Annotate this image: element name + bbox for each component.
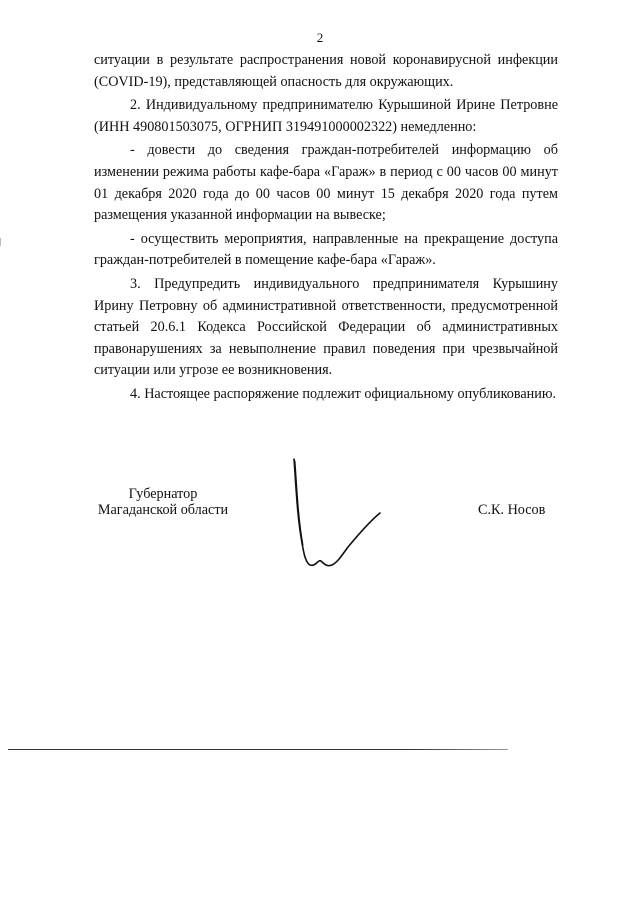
footer-rule <box>8 749 508 750</box>
signatory-position <box>88 486 238 518</box>
paragraph-continuation: ситуации в результате распространения новой коронавирусной инфекции (COVID-19), представляющей опасность для окружающих. <box>94 52 558 90</box>
signatory-position-line1: Губернатор <box>128 486 198 502</box>
paragraph-item-3: 3. Предупредить индивидуального предпринимателя Курышину Ирину Петровну об административной ответственности, предусмотренной статьей 20.6.1 Кодекса Российской Федерации об административных правонарушениях за невыполнение правил поведения при чрезвычайной ситуации или угрозе ее возникновения. <box>94 275 558 379</box>
signatory-name: С.К. Носов <box>478 502 546 518</box>
page-number: 2 <box>316 30 324 45</box>
paragraph-subitem-restrict-access: - осуществить мероприятия, направленные на прекращение доступа граждан-потребителей в помещение кафе-бара «Гараж». <box>94 230 558 269</box>
paragraph-item-2: 2. Индивидуальному предпринимателю Курышиной Ирине Петровне (ИНН 490801503075, ОГРНИП 319491000002322) немедленно: <box>94 97 558 135</box>
signatory-position-line2: Магаданской области <box>97 502 229 518</box>
paragraph-subitem-notify: - довести до сведения граждан-потребителей информацию об изменении режима работы кафе-бара «Гараж» в период с 00 часов 00 минут 01 декабря 2020 года до 00 часов 00 минут 15 декабря 2020 года путем размещения указанной информации на вывеске; <box>94 142 558 224</box>
paragraph-item-4: 4. Настоящее распоряжение подлежит официальному опубликованию. <box>130 385 557 402</box>
handwritten-signature <box>280 455 400 580</box>
